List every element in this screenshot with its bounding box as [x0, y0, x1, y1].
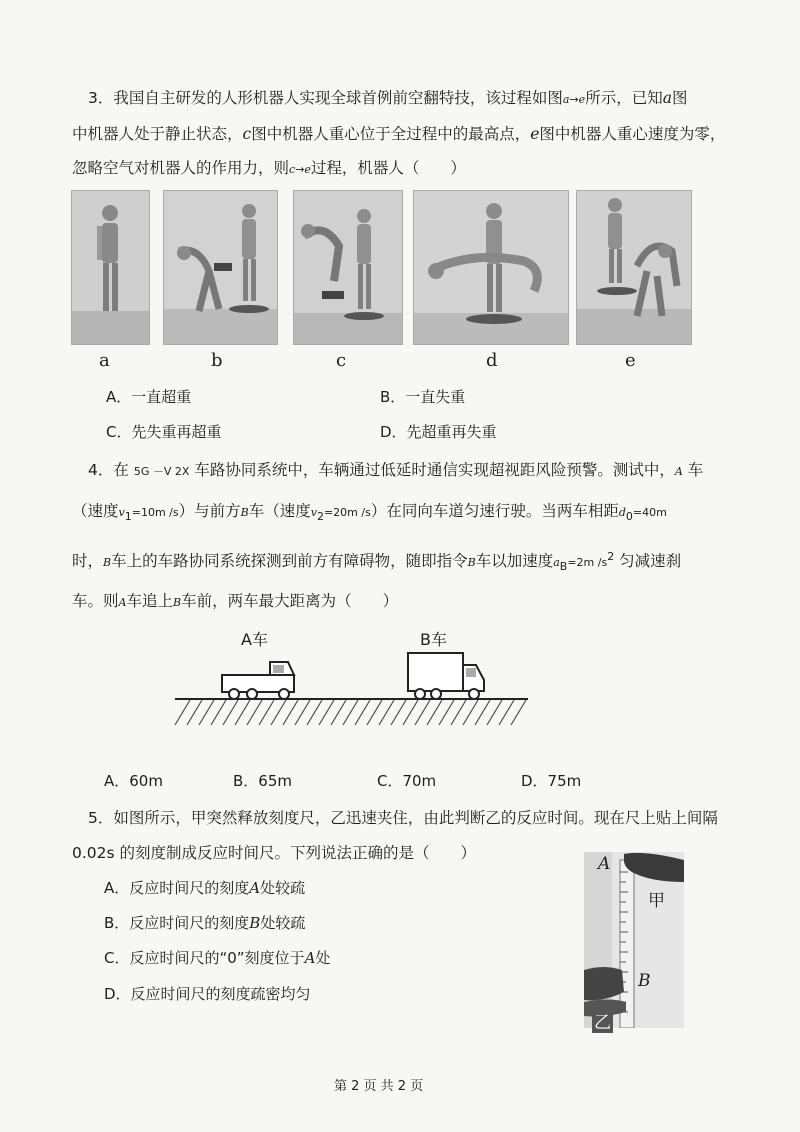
- q4-option-c[interactable]: C．70m: [377, 772, 437, 790]
- q5-option-d[interactable]: D．反应时间尺的刻度疏密均匀: [104, 985, 311, 1003]
- q3-line2: 中机器人处于静止状态，c图中机器人重心位于全过程中的最高点，e图中机器人重心速度为零，: [72, 125, 726, 143]
- q4-line1: 4．在 5G －V 2X 车路协同系统中，车辆通过低延时通信实现超视距风险预警。测试中，A 车: [88, 461, 704, 479]
- label-car-b: B车: [420, 630, 447, 649]
- q3-option-d[interactable]: D．先超重再失重: [380, 423, 497, 441]
- q3-line3: 忽略空气对机器人的作用力，则c→e过程，机器人（ ）: [72, 159, 466, 177]
- q5-option-a[interactable]: A．反应时间尺的刻度A处较疏: [104, 879, 306, 897]
- ruler-label-yi: 乙: [592, 1008, 613, 1033]
- robot-photo-e: [576, 190, 692, 345]
- ruler-label-b: B: [638, 971, 651, 991]
- car-diagram: [170, 650, 532, 730]
- q5-line2: 0.02s 的刻度制成反应时间尺。下列说法正确的是（ ）: [72, 844, 477, 862]
- q4-line2: （速度$v_1=10m$ /s）与前方B车（速度$v_2=20m$ /s）在同向车道匀速行驶。当两车相距$d_0=40m$: [72, 502, 667, 524]
- ruler-label-jia: 甲: [648, 891, 665, 911]
- robot-photo-d: [413, 190, 569, 345]
- caption-d: d: [486, 350, 498, 371]
- q5-option-b[interactable]: B．反应时间尺的刻度B处较疏: [104, 914, 306, 932]
- q3-option-a[interactable]: A．一直超重: [106, 388, 192, 406]
- q3-option-c[interactable]: C．先失重再超重: [106, 423, 222, 441]
- truck-b-icon: [408, 653, 484, 699]
- label-car-a: A车: [241, 630, 268, 649]
- robot-photo-a: [71, 190, 150, 345]
- robot-photo-b: [163, 190, 278, 345]
- q3-line1: 3．我国自主研发的人形机器人实现全球首例前空翻特技，该过程如图a→e所示，已知a图: [88, 89, 688, 107]
- q5-line1: 5．如图所示，甲突然释放刻度尺，乙迅速夹住，由此判断乙的反应时间。现在尺上贴上间隔: [88, 809, 718, 827]
- q4-option-a[interactable]: A．60m: [104, 772, 163, 790]
- q4-line4: 车。则A车追上B车前，两车最大距离为（ ）: [72, 592, 399, 610]
- q3-option-b[interactable]: B．一直失重: [380, 388, 466, 406]
- q4-option-d[interactable]: D．75m: [521, 772, 582, 790]
- caption-b: b: [211, 350, 223, 371]
- truck-a-icon: [222, 662, 294, 699]
- ruler-photo: [584, 852, 684, 1028]
- q5-option-c[interactable]: C．反应时间尺的“0”刻度位于A处: [104, 949, 331, 967]
- caption-a: a: [99, 350, 110, 371]
- caption-c: c: [336, 350, 347, 371]
- robot-photo-c: [293, 190, 403, 345]
- q4-line3: 时，B车上的车路协同系统探测到前方有障碍物，随即指令B车以加速度$a_B=2m$ $/s^2$ 匀减速刹: [72, 549, 682, 574]
- page-footer: 第 2 页 共 2 页: [334, 1079, 424, 1094]
- ruler-label-a: A: [598, 854, 611, 874]
- caption-e: e: [625, 350, 636, 371]
- q4-option-b[interactable]: B．65m: [233, 772, 292, 790]
